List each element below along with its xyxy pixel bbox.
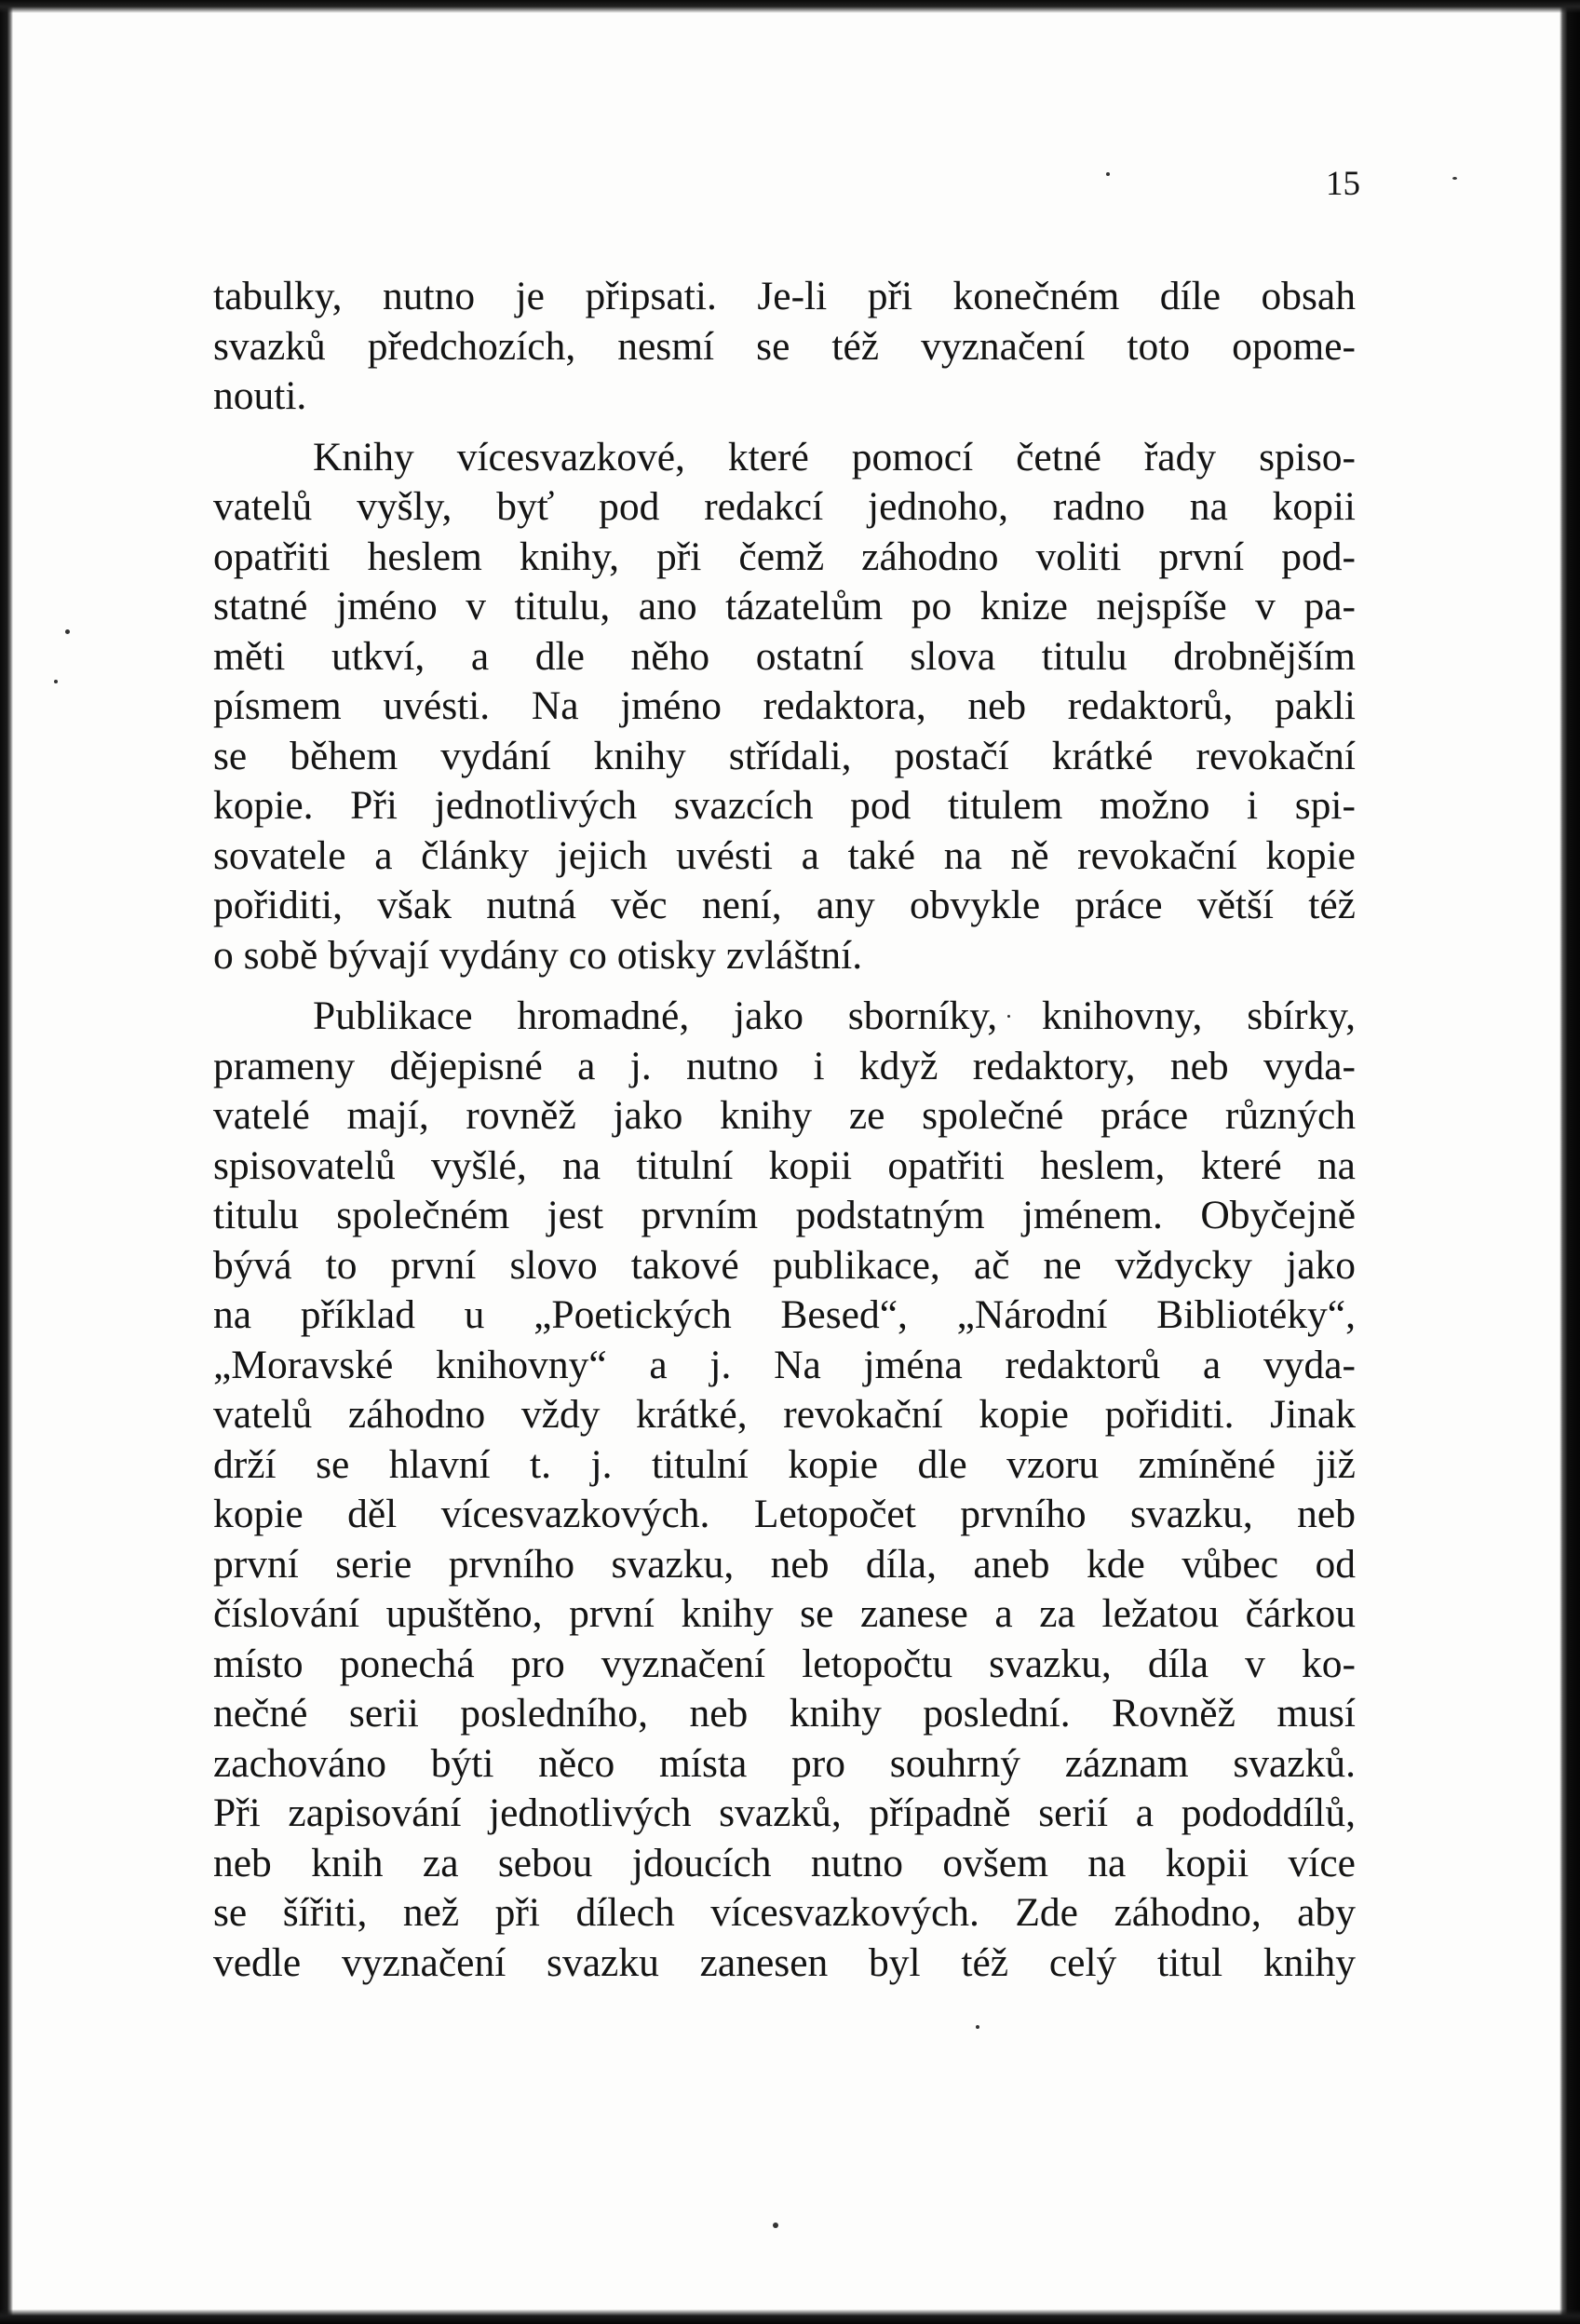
text-line: místo ponechá pro vyznačení letopočtu svazku, díla v ko-: [213, 1641, 1356, 1686]
text-line: o sobě bývají vydány co otisky zvláštní.: [213, 932, 863, 978]
paragraph: [213, 272, 1356, 422]
text-line: neb knih za sebou jdoucích nutno ovšem na kopii více: [213, 1840, 1356, 1885]
text-line: statné jméno v titulu, ano tázatelům po knize nejspíše v pa-: [213, 584, 1356, 628]
paragraph: [213, 992, 1356, 1988]
text-line: kopie. Při jednotlivých svazcích pod titulem možno i spi-: [213, 783, 1356, 828]
text-line: Publikace hromadné, jako sborníky, knihovny, sbírky,: [313, 993, 1356, 1038]
text-line: Knihy vícesvazkové, které pomocí četné řady spiso-: [313, 434, 1356, 480]
text-line: spisovatelů vyšlé, na titulní kopii opatřiti heslem, které na: [213, 1142, 1356, 1188]
text-line: na příklad u „Poetických Besed“, „Národní Bibliotéky“,: [213, 1292, 1356, 1337]
scan-border-bottom: [0, 2309, 1580, 2324]
text-line: „Moravské knihovny“ a j. Na jména redaktorů a vyda-: [213, 1342, 1356, 1387]
body-text: [213, 272, 1356, 1988]
paragraph: [213, 433, 1356, 981]
text-line: titulu společném jest prvním podstatným jménem. Obyčejně: [213, 1193, 1356, 1237]
text-line: bývá to první slovo takové publikace, ač ne vždycky jako: [213, 1242, 1356, 1288]
text-line: vatelů záhodno vždy krátké, revokační kopie pořiditi. Jinak: [213, 1392, 1356, 1437]
text-line: tabulky, nutno je připsati. Je-li při konečném díle obsah: [213, 274, 1356, 318]
scan-speck: [976, 2025, 979, 2029]
text-line: číslování upuštěno, první knihy se zanese a za ležatou čárkou: [213, 1591, 1356, 1636]
text-line: měti utkví, a dle něho ostatní slova titulu drobnějším: [213, 633, 1356, 679]
text-line: nečné serii posledního, neb knihy poslední. Rovněž musí: [213, 1691, 1356, 1736]
text-line: zachováno býti něco místa pro souhrný záznam svazků.: [213, 1740, 1356, 1786]
text-line: se šířiti, než při dílech vícesvazkových. Zde záhodno, aby: [213, 1890, 1356, 1935]
scan-speck: [773, 2223, 778, 2228]
scan-speck: [1452, 177, 1457, 180]
scan-speck: [54, 680, 58, 683]
text-line: pořiditi, však nutná věc není, any obvykle práce větší též: [213, 883, 1356, 927]
text-line: prameny dějepisné a j. nutno i když redaktory, neb vyda-: [213, 1043, 1356, 1088]
page-number: 15: [1326, 165, 1360, 203]
text-line: písmem uvésti. Na jméno redaktora, neb redaktorů, pakli: [213, 683, 1356, 728]
text-line: vatelé mají, rovněž jako knihy ze společné práce různých: [213, 1093, 1356, 1138]
text-line: se během vydání knihy střídali, postačí krátké revokační: [213, 733, 1356, 778]
binding-shadow-left: [0, 0, 13, 2324]
text-line: vedle vyznačení svazku zanesen byl též celý titul knihy: [213, 1939, 1356, 1985]
scan-border-right: [1560, 0, 1580, 2324]
scan-speck: [1106, 172, 1110, 176]
text-line: Při zapisování jednotlivých svazků, případně serií a pododdílů,: [213, 1790, 1356, 1835]
text-line: kopie děl vícesvazkových. Letopočet prvního svazku, neb: [213, 1492, 1356, 1536]
text-line: opatřiti heslem knihy, při čemž záhodno voliti první pod-: [213, 534, 1356, 579]
text-line: nouti.: [213, 373, 307, 418]
text-line: první serie prvního svazku, neb díla, aneb kde vůbec od: [213, 1541, 1356, 1587]
text-line: drží se hlavní t. j. titulní kopie dle vzoru zmíněné již: [213, 1441, 1356, 1487]
scan-speck: [65, 629, 70, 634]
text-line: svazků předchozích, nesmí se též vyznačení toto opome-: [213, 323, 1356, 369]
scan-border-top: [0, 0, 1580, 13]
text-line: vatelů vyšly, byť pod redakcí jednoho, radno na kopii: [213, 484, 1356, 529]
text-line: sovatele a články jejich uvésti a také na ně revokační kopie: [213, 832, 1356, 878]
